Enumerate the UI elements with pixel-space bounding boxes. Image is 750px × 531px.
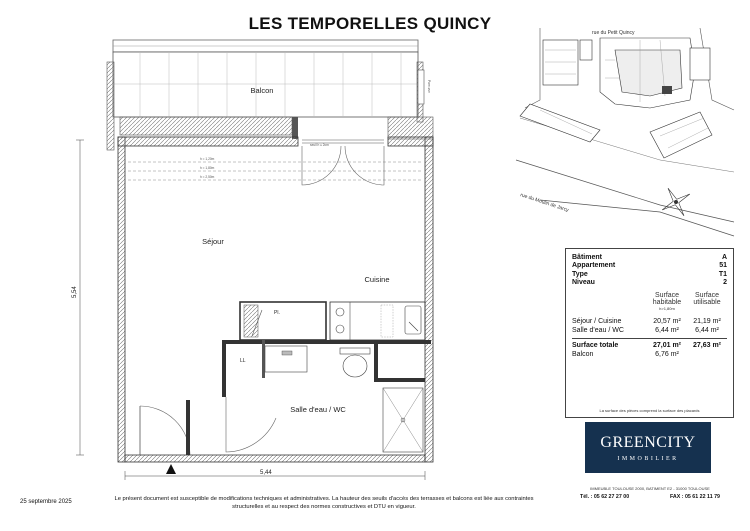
bathroom-door [226, 397, 276, 452]
hob-burner [336, 308, 344, 316]
svg-text:seuil h ≤ 2cm: seuil h ≤ 2cm [310, 143, 329, 147]
company-address: IMMEUBLE TOULOUSE 2000, BATIMENT E2 - 31000 TOULOUSE [590, 486, 710, 491]
surface-total-row: Surface totale 27,01 m² 27,63 m² [572, 342, 722, 350]
info-row-batiment: Bâtiment A [572, 254, 727, 261]
wall-east [425, 137, 433, 462]
buildings [520, 38, 712, 158]
info-row-niveau: Niveau 2 [572, 278, 727, 286]
pare-vue [418, 70, 424, 104]
greencity-logo: GREENCITY IMMOBILIER [585, 422, 711, 473]
surface-header: Surface habitable h>1,80m Surface utilisable [652, 292, 721, 312]
room-label-cuisine: Cuisine [364, 275, 390, 284]
wall-north-left [118, 137, 298, 146]
french-door-right [345, 146, 384, 185]
french-door-left [302, 146, 341, 185]
entrance-arrow [166, 464, 176, 474]
svg-text:h = 1,20m: h = 1,20m [200, 157, 215, 161]
bathroom-wall-west [222, 340, 226, 397]
wall-west [118, 137, 125, 462]
entry-door [140, 406, 190, 455]
surface-row: Séjour / Cuisine 20,57 m² 21,19 m² [572, 318, 721, 326]
balcon-row: Balcon 6,76 m² [572, 351, 679, 359]
ll-label: LL [240, 358, 246, 364]
street-label: rue du Moulin de Jarcy [519, 192, 570, 214]
info-row-type: Type T1 [572, 270, 727, 278]
toilet-tank [340, 348, 370, 354]
info-box [565, 248, 734, 418]
page-title: LES TEMPORELLES QUINCY [248, 14, 492, 33]
kitchen-sink [405, 306, 421, 334]
dimension-height: 5,54 [72, 286, 78, 298]
svg-text:Pare-vue: Pare-vue [427, 80, 431, 93]
bathroom-wall-north [222, 340, 431, 344]
surface-row: Salle d'eau / WC 6,44 m² 6,44 m² [572, 327, 719, 335]
svg-text:h = 1,80m: h = 1,80m [200, 166, 215, 170]
disclaimer: Le présent document est susceptible de modifications techniques et administratives. La hauteur des seuils d'accès des terrasses et balcons est liée aux contraintes structurelles et au respect des normes constructives et DTU en vigueur. [114, 496, 534, 510]
site-highlight [662, 86, 672, 94]
info-row-appartement: Appartement 51 [572, 262, 727, 270]
room-label-sejour: Séjour [202, 237, 224, 246]
svg-text:h = 2,50m: h = 2,50m [200, 175, 215, 179]
washbasin [265, 346, 307, 372]
room-label-balcon: Balcon [250, 86, 274, 95]
wall-south [125, 455, 425, 462]
placard-label: Pl. [274, 310, 280, 316]
site-plan [514, 26, 734, 238]
street-label: rue du Petit Quincy [592, 30, 635, 36]
contact-numbers [580, 494, 720, 500]
toilet-bowl [343, 355, 367, 377]
wall-north-right [388, 137, 433, 146]
floor-plan [60, 30, 450, 476]
room-label-sdb: Salle d'eau / WC [290, 405, 346, 414]
fax-number: FAX : 05 61 22 11 79 [669, 494, 720, 500]
surface-footnote: La surface des pièces comprend la surface des placards [599, 408, 700, 413]
hob-burner [336, 325, 344, 333]
document-date: 25 septembre 2025 [20, 499, 72, 505]
dimension-width: 5,44 [260, 470, 272, 476]
phone-number: Tél. : 05 62 27 27 00 [580, 494, 630, 500]
